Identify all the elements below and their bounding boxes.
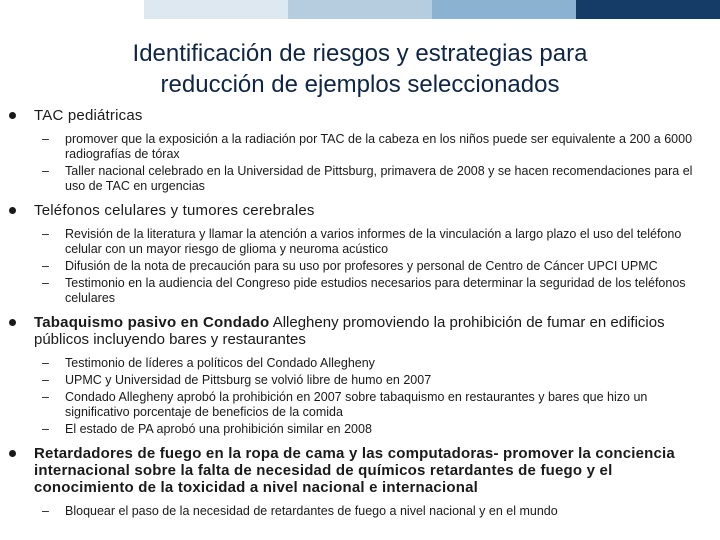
sub-item-text: Testimonio en la audiencia del Congreso pide estudios necesarios para determinar la seguridad de los teléfonos celulares [65,276,686,305]
sub-item-text: Condado Allegheny aprobó la prohibición en 2007 sobre tabaquismo en restaurantes y bares que hizo un significativo porcentaje de beneficios de la comida [65,390,648,419]
sub-item [0,259,720,274]
bullet-item [0,314,720,348]
dash-icon: – [42,132,49,146]
slide-title-line-2: reducción de ejemplos seleccionados [160,71,560,98]
sub-list [0,227,720,306]
bullet-list [0,107,720,527]
sub-item-text: Testimonio de líderes a políticos del Condado Allegheny [65,356,375,370]
sub-item-text: Bloquear el paso de la necesidad de retardantes de fuego a nivel nacional y en el mundo [65,504,558,518]
accent-bar-segment [144,0,288,19]
bullet-dot-icon [9,112,16,119]
bullet-label: Tabaquismo pasivo en Condado [34,314,270,331]
dash-icon: – [42,227,49,241]
dash-icon: – [42,373,49,387]
bullet-dot-icon [9,207,16,214]
slide-title [0,38,720,100]
sub-item [0,373,720,388]
sub-item-text: Revisión de la literatura y llamar la atención a varios informes de la vinculación a largo plazo el uso del teléfono celular con un mayor riesgo de glioma y neuroma acústico [65,227,682,256]
sub-item [0,164,720,194]
sub-list [0,132,720,194]
dash-icon: – [42,390,49,404]
accent-bar-segment [576,0,720,19]
dash-icon: – [42,422,49,436]
sub-item-text: UPMC y Universidad de Pittsburg se volvió libre de humo en 2007 [65,373,432,387]
dash-icon: – [42,276,49,290]
bullet-item [0,107,720,124]
dash-icon: – [42,164,49,178]
accent-bar [0,0,720,19]
accent-bar-segment [432,0,576,19]
sub-item-text: El estado de PA aprobó una prohibición similar en 2008 [65,422,372,436]
bullet-label: Teléfonos celulares y tumores cerebrales [34,202,315,219]
sub-item [0,422,720,437]
sub-item-text: Taller nacional celebrado en la Universidad de Pittsburg, primavera de 2008 y se hacen recomendaciones para el uso de TAC en urgencias [65,164,693,193]
accent-bar-segment [0,0,144,19]
sub-list [0,356,720,437]
sub-item [0,276,720,306]
sub-item-text: promover que la exposición a la radiación por TAC de la cabeza en los niños puede ser equivalente a 200 a 6000 radiografías de tórax [65,132,693,161]
sub-item [0,390,720,420]
bullet-dot-icon [9,450,16,457]
sub-item [0,227,720,257]
sub-item [0,504,720,519]
bullet-label: Retardadores de fuego en la ropa de cama y las computadoras- promover la conciencia internacional sobre la falta de necesidad de químicos retardantes de fuego y el conocimiento de la toxicidad a nivel nacional e internacional [34,445,675,496]
dash-icon: – [42,356,49,370]
slide-title-line-1: Identificación de riesgos y estrategias para [132,40,588,67]
dash-icon: – [42,259,49,273]
sub-item [0,356,720,371]
bullet-item [0,445,720,496]
dash-icon: – [42,504,49,518]
sub-list [0,504,720,519]
bullet-label: TAC pediátricas [34,107,143,124]
bullet-dot-icon [9,319,16,326]
bullet-label-rest: Allegheny promoviendo la prohibición de fumar en edificios públicos incluyendo bares y restaurantes [34,314,665,348]
accent-bar-segment [288,0,432,19]
sub-item [0,132,720,162]
sub-item-text: Difusión de la nota de precaución para su uso por profesores y personal de Centro de Cáncer UPCI UPMC [65,259,658,273]
bullet-item [0,202,720,219]
